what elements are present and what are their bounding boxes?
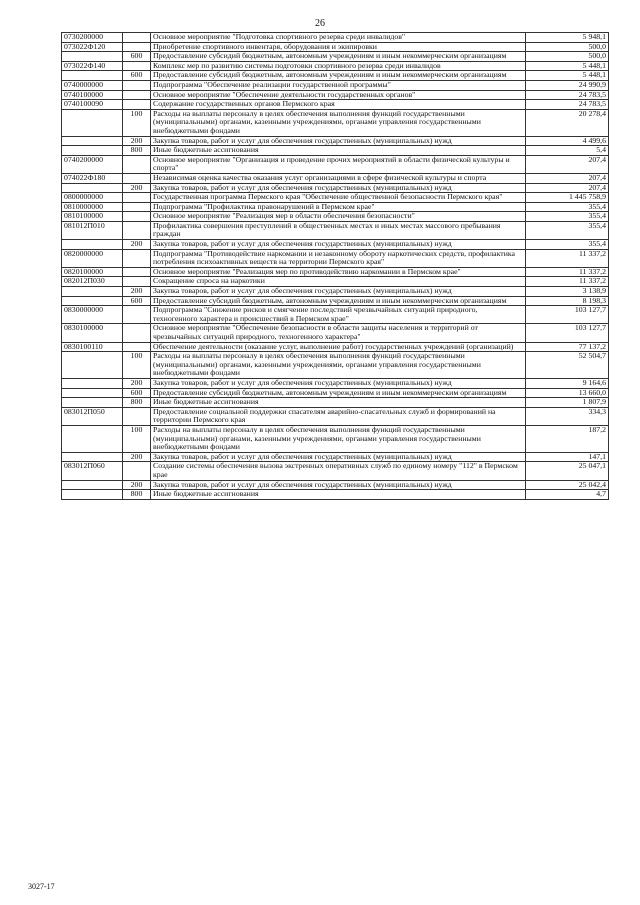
row-expense-type — [123, 100, 151, 110]
footer-code: 3027-17 — [28, 882, 55, 891]
row-name: Предоставление субсидий бюджетным, автономным учреждениям и иным некоммерческим организациям — [151, 71, 526, 81]
row-sum: 500,0 — [526, 42, 609, 52]
row-expense-type — [123, 306, 151, 324]
row-sum: 13 660,0 — [526, 388, 609, 398]
row-name: Закупка товаров, работ и услуг для обеспечения государственных (муниципальных) нужд — [151, 136, 526, 146]
table-row — [62, 287, 609, 297]
row-expense-type: 100 — [123, 352, 151, 379]
table-row — [62, 352, 609, 379]
row-sum: 355,4 — [526, 212, 609, 222]
table-row — [62, 173, 609, 183]
row-sum: 103 127,7 — [526, 324, 609, 342]
row-name: Закупка товаров, работ и услуг для обеспечения государственных (муниципальных) нужд — [151, 480, 526, 490]
row-expense-type: 800 — [123, 398, 151, 408]
row-sum: 24 990,9 — [526, 80, 609, 90]
table-row — [62, 306, 609, 324]
row-name: Предоставление субсидий бюджетным, автономным учреждениям и иным некоммерческим организациям — [151, 52, 526, 62]
row-name: Комплекс мер по развитию системы подготовки спортивного резерва среди инвалидов — [151, 61, 526, 71]
row-code — [62, 398, 123, 408]
table-row — [62, 490, 609, 500]
row-expense-type — [123, 193, 151, 203]
row-code: 0810100000 — [62, 212, 123, 222]
row-sum: 24 783,5 — [526, 90, 609, 100]
row-code: 083012П050 — [62, 407, 123, 425]
row-expense-type — [123, 212, 151, 222]
table-row — [62, 212, 609, 222]
row-code — [62, 425, 123, 452]
row-code: 083012П060 — [62, 462, 123, 480]
row-sum: 25 047,1 — [526, 462, 609, 480]
row-code: 0730200000 — [62, 33, 123, 43]
table-row — [62, 277, 609, 287]
row-expense-type — [123, 155, 151, 173]
row-expense-type — [123, 267, 151, 277]
row-code — [62, 109, 123, 136]
table-row — [62, 155, 609, 173]
row-sum: 1 445 758,9 — [526, 193, 609, 203]
table-row — [62, 398, 609, 408]
row-expense-type: 600 — [123, 71, 151, 81]
row-name: Сокращение спроса на наркотики — [151, 277, 526, 287]
row-sum: 207,4 — [526, 183, 609, 193]
row-expense-type — [123, 202, 151, 212]
table-row — [62, 221, 609, 239]
row-name: Закупка товаров, работ и услуг для обеспечения государственных (муниципальных) нужд — [151, 183, 526, 193]
row-name: Основное мероприятие "Подготовка спортивного резерва среди инвалидов" — [151, 33, 526, 43]
table-row — [62, 61, 609, 71]
row-sum: 500,0 — [526, 52, 609, 62]
row-name: Подпрограмма "Снижение рисков и смягчение последствий чрезвычайных ситуаций природного, техногенного характера и происшествий в Пермском крае" — [151, 306, 526, 324]
row-code — [62, 183, 123, 193]
row-expense-type — [123, 462, 151, 480]
row-name: Подпрограмма "Противодействие наркомании и незаконному обороту наркотических средств, профилактика потребления психоактивных веществ на территории Пермского края" — [151, 249, 526, 267]
row-expense-type — [123, 324, 151, 342]
row-name: Подпрограмма "Обеспечение реализации государственной программы" — [151, 80, 526, 90]
table-row — [62, 146, 609, 156]
row-code — [62, 240, 123, 250]
row-expense-type: 800 — [123, 490, 151, 500]
row-code: 0830100110 — [62, 342, 123, 352]
table-row — [62, 452, 609, 462]
table-row — [62, 324, 609, 342]
row-sum: 24 783,5 — [526, 100, 609, 110]
table-row — [62, 100, 609, 110]
table-row — [62, 71, 609, 81]
row-name: Основное мероприятие "Организация и проведение прочих мероприятий в области физической культуры и спорта" — [151, 155, 526, 173]
row-name: Основное мероприятие "Обеспечение деятельности государственных органов" — [151, 90, 526, 100]
row-name: Иные бюджетные ассигнования — [151, 146, 526, 156]
row-expense-type — [123, 221, 151, 239]
row-code: 0740100090 — [62, 100, 123, 110]
row-code — [62, 452, 123, 462]
row-code: 0830000000 — [62, 306, 123, 324]
row-code: 082012П030 — [62, 277, 123, 287]
row-name: Обеспечение деятельности (оказание услуг, выполнение работ) государственных учреждений (организаций) — [151, 342, 526, 352]
row-name: Приобретение спортивного инвентаря, оборудования и экипировки — [151, 42, 526, 52]
row-expense-type: 200 — [123, 480, 151, 490]
table-row — [62, 183, 609, 193]
row-code: 073022Ф120 — [62, 42, 123, 52]
row-name: Закупка товаров, работ и услуг для обеспечения государственных (муниципальных) нужд — [151, 287, 526, 297]
page-number: 26 — [315, 18, 325, 29]
row-expense-type: 200 — [123, 378, 151, 388]
row-expense-type: 600 — [123, 52, 151, 62]
row-expense-type — [123, 80, 151, 90]
table-row — [62, 378, 609, 388]
row-sum: 5,4 — [526, 146, 609, 156]
row-code — [62, 378, 123, 388]
row-sum: 355,4 — [526, 202, 609, 212]
row-sum: 103 127,7 — [526, 306, 609, 324]
row-sum: 77 137,2 — [526, 342, 609, 352]
row-sum: 52 504,7 — [526, 352, 609, 379]
row-sum: 1 807,9 — [526, 398, 609, 408]
row-code — [62, 136, 123, 146]
row-code — [62, 388, 123, 398]
row-sum: 355,4 — [526, 221, 609, 239]
row-code: 0810000000 — [62, 202, 123, 212]
row-sum: 8 198,3 — [526, 296, 609, 306]
row-expense-type — [123, 342, 151, 352]
row-sum: 20 278,4 — [526, 109, 609, 136]
row-sum: 355,4 — [526, 240, 609, 250]
row-expense-type: 200 — [123, 452, 151, 462]
row-expense-type: 200 — [123, 287, 151, 297]
row-sum: 187,2 — [526, 425, 609, 452]
table-row — [62, 342, 609, 352]
table-row — [62, 267, 609, 277]
table-row — [62, 462, 609, 480]
row-expense-type: 100 — [123, 425, 151, 452]
row-expense-type — [123, 277, 151, 287]
row-code — [62, 71, 123, 81]
table-row — [62, 52, 609, 62]
row-code: 0820000000 — [62, 249, 123, 267]
row-name: Государственная программа Пермского края "Обеспечение общественной безопасности Пермского края" — [151, 193, 526, 203]
table-row — [62, 249, 609, 267]
budget-table — [61, 32, 609, 500]
row-sum: 147,1 — [526, 452, 609, 462]
row-expense-type: 600 — [123, 388, 151, 398]
row-name: Иные бюджетные ассигнования — [151, 490, 526, 500]
row-expense-type: 200 — [123, 240, 151, 250]
row-sum: 207,4 — [526, 155, 609, 173]
row-expense-type: 200 — [123, 136, 151, 146]
table-row — [62, 90, 609, 100]
row-code — [62, 296, 123, 306]
row-expense-type — [123, 249, 151, 267]
row-sum: 9 164,6 — [526, 378, 609, 388]
row-name: Расходы на выплаты персоналу в целях обеспечения выполнения функций государственными (муниципальными) органами, казенными учреждениями, органами управления государственными внебюджетными фондами — [151, 109, 526, 136]
row-code: 0740100000 — [62, 90, 123, 100]
row-name: Подпрограмма "Профилактика правонарушений в Пермском крае" — [151, 202, 526, 212]
table-row — [62, 425, 609, 452]
row-code — [62, 287, 123, 297]
row-code: 073022Ф140 — [62, 61, 123, 71]
row-name: Содержание государственных органов Пермского края — [151, 100, 526, 110]
row-sum: 11 337,2 — [526, 249, 609, 267]
row-expense-type — [123, 42, 151, 52]
row-expense-type — [123, 90, 151, 100]
row-expense-type: 100 — [123, 109, 151, 136]
row-code — [62, 480, 123, 490]
table-row — [62, 202, 609, 212]
row-expense-type: 600 — [123, 296, 151, 306]
table-row — [62, 407, 609, 425]
table-row — [62, 109, 609, 136]
row-code: 0740200000 — [62, 155, 123, 173]
row-name: Основное мероприятие "Обеспечение безопасности в области защиты населения и территорий от чрезвычайных ситуаций природного, техногенного характера" — [151, 324, 526, 342]
row-expense-type: 200 — [123, 183, 151, 193]
row-code: 074022Ф180 — [62, 173, 123, 183]
row-name: Основное мероприятие "Реализация мер в области обеспечения безопасности" — [151, 212, 526, 222]
row-name: Предоставление субсидий бюджетным, автономным учреждениям и иным некоммерческим организациям — [151, 296, 526, 306]
row-sum: 207,4 — [526, 173, 609, 183]
table-body — [62, 33, 609, 500]
row-expense-type — [123, 173, 151, 183]
table-row — [62, 480, 609, 490]
row-name: Независимая оценка качества оказания услуг организациями в сфере физической культуры и спорта — [151, 173, 526, 183]
row-name: Закупка товаров, работ и услуг для обеспечения государственных (муниципальных) нужд — [151, 240, 526, 250]
row-code: 081012П010 — [62, 221, 123, 239]
table-row — [62, 33, 609, 43]
row-sum: 25 042,4 — [526, 480, 609, 490]
table-row — [62, 42, 609, 52]
row-name: Создание системы обеспечения вызова экстренных оперативных служб по единому номеру "112" в Пермском крае — [151, 462, 526, 480]
row-sum: 334,3 — [526, 407, 609, 425]
row-name: Закупка товаров, работ и услуг для обеспечения государственных (муниципальных) нужд — [151, 378, 526, 388]
row-sum: 4,7 — [526, 490, 609, 500]
row-sum: 5 448,1 — [526, 71, 609, 81]
row-name: Профилактика совершения преступлений в общественных местах и иных местах массового пребывания граждан — [151, 221, 526, 239]
row-code — [62, 490, 123, 500]
table-row — [62, 80, 609, 90]
table-row — [62, 193, 609, 203]
row-sum: 5 448,1 — [526, 61, 609, 71]
row-expense-type — [123, 33, 151, 43]
row-code: 0820100000 — [62, 267, 123, 277]
row-code — [62, 52, 123, 62]
row-name: Основное мероприятие "Реализация мер по противодействию наркомании в Пермском крае" — [151, 267, 526, 277]
row-sum: 3 138,9 — [526, 287, 609, 297]
row-expense-type — [123, 407, 151, 425]
row-sum: 11 337,2 — [526, 277, 609, 287]
row-sum: 11 337,2 — [526, 267, 609, 277]
row-code: 0800000000 — [62, 193, 123, 203]
row-sum: 4 499,6 — [526, 136, 609, 146]
row-code — [62, 352, 123, 379]
row-expense-type: 800 — [123, 146, 151, 156]
row-code — [62, 146, 123, 156]
row-code: 0740000000 — [62, 80, 123, 90]
table-row — [62, 240, 609, 250]
table-row — [62, 136, 609, 146]
row-expense-type — [123, 61, 151, 71]
row-name: Закупка товаров, работ и услуг для обеспечения государственных (муниципальных) нужд — [151, 452, 526, 462]
row-name: Предоставление социальной поддержки спасателям аварийно-спасательных служб и формирований на территории Пермского края — [151, 407, 526, 425]
table-row — [62, 296, 609, 306]
row-name: Иные бюджетные ассигнования — [151, 398, 526, 408]
table-row — [62, 388, 609, 398]
row-sum: 5 948,1 — [526, 33, 609, 43]
row-name: Расходы на выплаты персоналу в целях обеспечения выполнения функций государственными (муниципальными) органами, казенными учреждениями, органами управления государственными внебюджетными фондами — [151, 425, 526, 452]
row-name: Расходы на выплаты персоналу в целях обеспечения выполнения функций государственными (муниципальными) органами, казенными учреждениями, органами управления государственными внебюджетными фондами — [151, 352, 526, 379]
row-name: Предоставление субсидий бюджетным, автономным учреждениям и иным некоммерческим организациям — [151, 388, 526, 398]
row-code: 0830100000 — [62, 324, 123, 342]
